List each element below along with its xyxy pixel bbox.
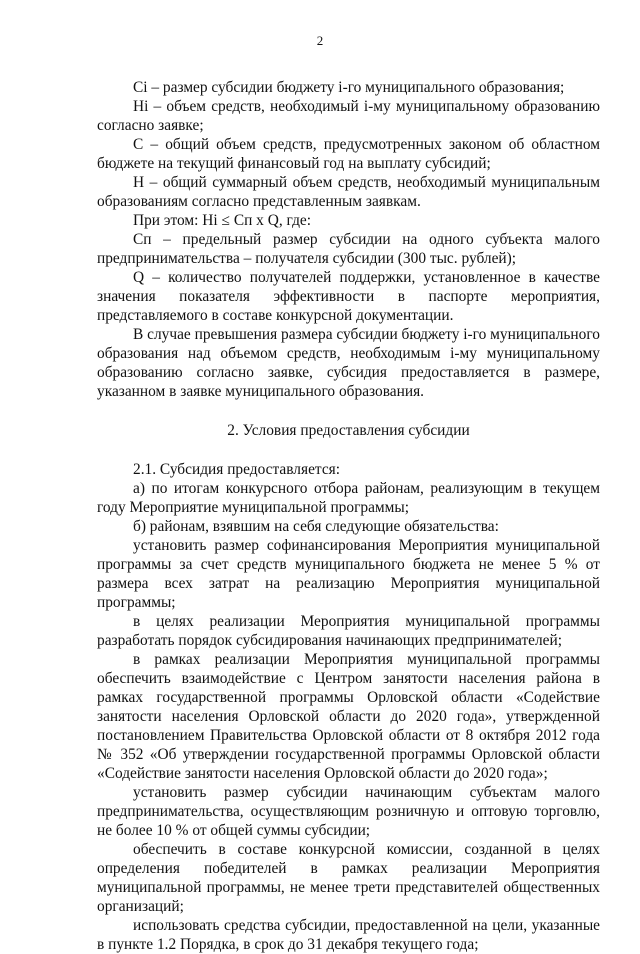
paragraph: обеспечить в составе конкурсной комиссии, созданной в целях определения победителей в рамках реализации Мероприятия муниципальной программы, не менее трети представителей общественных организаций;	[97, 841, 600, 915]
paragraph: Сп – предельный размер субсидии на одного субъекта малого предпринимательства – получателя субсидии (300 тыс. рублей);	[97, 231, 600, 267]
paragraph: в рамках реализации Мероприятия муниципальной программы обеспечить взаимодействие с Центром занятости населения района в рамках государственной программы Орловской области «Содействие занятости населения Орловской области до 2020 года», утвержденной постановлением Правительства Орловской области от 8 октября 2012 года № 352 «Об утверждении государственной программы Орловской области «Содействие занятости населения Орловской области до 2020 года»;	[97, 651, 600, 782]
paragraph: а) по итогам конкурсного отбора районам, реализующим в текущем году Мероприятие муниципальной программы;	[97, 480, 600, 516]
paragraph: б) районам, взявшим на себя следующие обязательства:	[133, 518, 499, 535]
page-number: 2	[316, 33, 324, 48]
paragraph: установить размер субсидии начинающим субъектам малого предпринимательства, осуществляющим розничную и оптовую торговлю, не более 10 % от общей суммы субсидии;	[97, 784, 600, 839]
paragraph: Н – общий суммарный объем средств, необходимый муниципальным образованиям согласно представленным заявкам.	[97, 174, 600, 210]
spacer	[97, 440, 600, 460]
paragraph: С – общий объем средств, предусмотренных законом об областном бюджете на текущий финансовый год на выплату субсидий;	[97, 136, 600, 172]
paragraph: использовать средства субсидии, предоставленной на цели, указанные в пункте 1.2 Порядка, в срок до 31 декабря текущего года;	[97, 917, 600, 953]
paragraph: 2.1. Субсидия предоставляется:	[133, 461, 340, 478]
paragraph: Сi – размер субсидии бюджету i-го муниципального образования;	[133, 79, 565, 96]
paragraph: в целях реализации Мероприятия муниципальной программы разработать порядок субсидирования начинающих предпринимателей;	[97, 613, 600, 649]
paragraph: Hi – объем средств, необходимый i-му муниципальному образованию согласно заявке;	[97, 98, 600, 134]
section-heading: 2. Условия предоставления субсидии	[227, 422, 470, 439]
paragraph: установить размер софинансирования Мероприятия муниципальной программы за счет средств муниципального бюджета не менее 5 % от размера всех затрат на реализацию Мероприятия муниципальной программы;	[97, 537, 600, 611]
paragraph: В случае превышения размера субсидии бюджету i-го муниципального образования над объемом средств, необходимым i-му муниципальному образованию согласно заявке, субсидия предоставляется в размере, указанном в заявке муниципального образования.	[97, 326, 600, 400]
spacer	[97, 401, 600, 421]
paragraph: Q – количество получателей поддержки, установленное в качестве значения показателя эффективности в паспорте мероприятия, представляемого в составе конкурсной документации.	[97, 269, 600, 324]
paragraph: При этом: Hi ≤ Сп х Q, где:	[133, 212, 312, 229]
document-body	[97, 78, 600, 954]
